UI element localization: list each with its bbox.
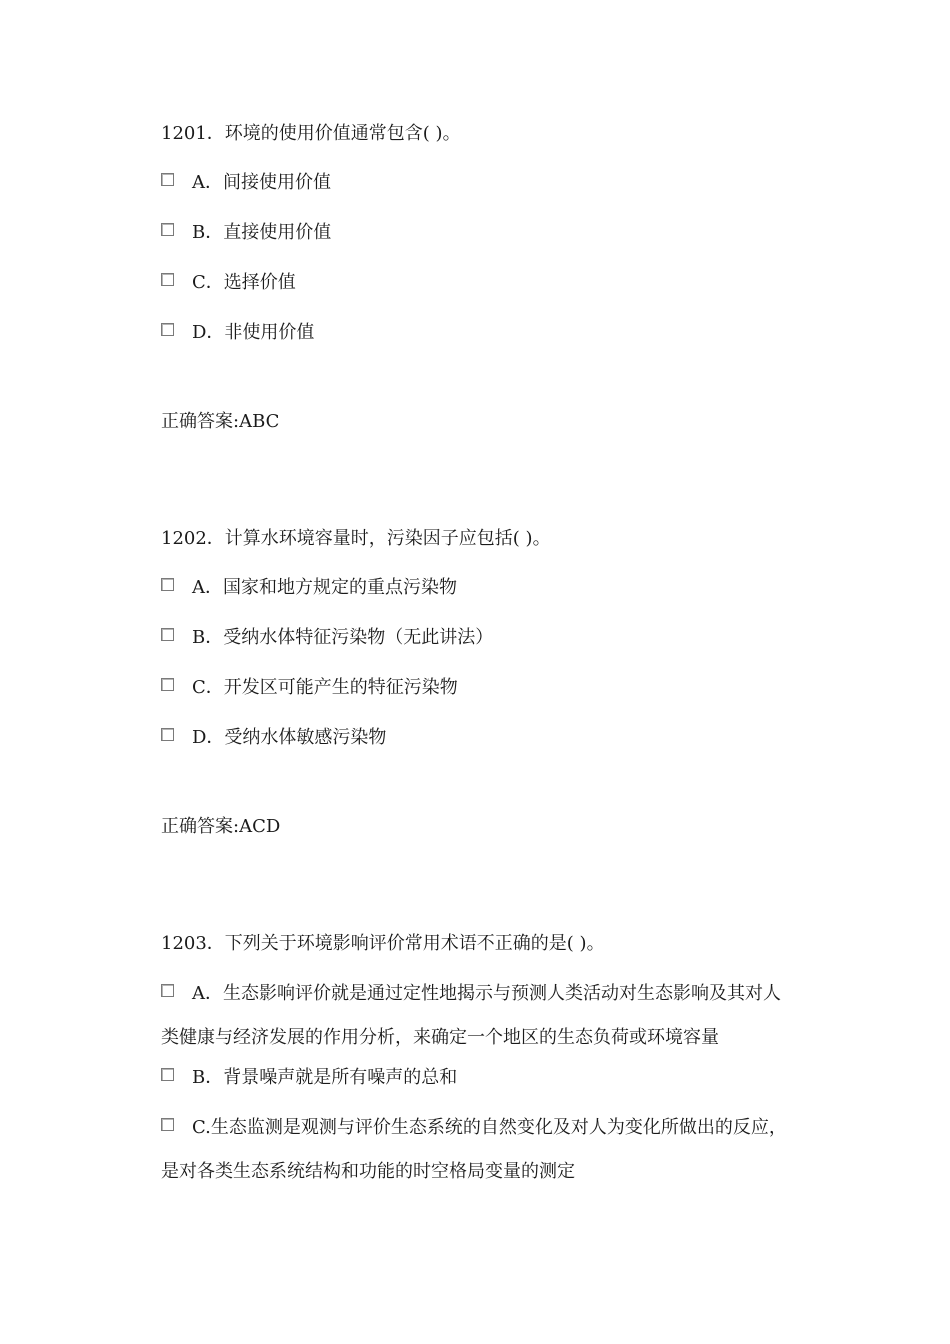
checkbox-icon[interactable] [161, 1068, 174, 1081]
checkbox-icon[interactable] [161, 173, 174, 186]
question-1202-answer: 正确答案:ACD [161, 816, 281, 837]
question-1202-option-b[interactable] [161, 626, 493, 650]
question-1201-option-d[interactable] [161, 321, 314, 345]
option-label: B．直接使用价值 [192, 222, 332, 243]
checkbox-icon[interactable] [161, 223, 174, 236]
checkbox-icon[interactable] [161, 578, 174, 591]
option-label: A．生态影响评价就是通过定性地揭示与预测人类活动对生态影响及其对人类健康与经济发展的作用分析，来确定一个地区的生态负荷或环境容量 [161, 983, 781, 1048]
question-1203-option-c[interactable] [161, 1106, 793, 1194]
option-label: D．受纳水体敏感污染物 [192, 727, 387, 748]
question-1201-option-a[interactable] [161, 171, 331, 195]
option-label: A．间接使用价值 [192, 172, 331, 193]
option-label: C.生态监测是观测与评价生态系统的自然变化及对人为变化所做出的反应，是对各类生态系统结构和功能的时空格局变量的测定 [161, 1117, 787, 1182]
checkbox-icon[interactable] [161, 273, 174, 286]
checkbox-icon[interactable] [161, 628, 174, 641]
question-1201-option-b[interactable] [161, 221, 331, 245]
checkbox-icon[interactable] [161, 323, 174, 336]
question-1202-option-c[interactable] [161, 676, 458, 700]
option-label: B．背景噪声就是所有噪声的总和 [192, 1067, 458, 1088]
question-1202-option-a[interactable] [161, 576, 457, 600]
question-1201-option-c[interactable] [161, 271, 296, 295]
option-label: A．国家和地方规定的重点污染物 [192, 577, 457, 598]
question-1201-title: 1201．环境的使用价值通常包含( )。 [161, 123, 461, 144]
option-label: B．受纳水体特征污染物（无此讲法） [192, 627, 494, 648]
option-label: C．选择价值 [192, 272, 296, 293]
question-1203-option-a[interactable] [161, 972, 793, 1060]
question-1202-option-d[interactable] [161, 726, 386, 750]
question-1203-option-b[interactable] [161, 1066, 457, 1090]
checkbox-icon[interactable] [161, 728, 174, 741]
question-1201-answer: 正确答案:ABC [161, 411, 280, 432]
option-label: D．非使用价值 [192, 322, 315, 343]
checkbox-icon[interactable] [161, 1118, 174, 1131]
checkbox-icon[interactable] [161, 984, 174, 997]
question-1202-title: 1202．计算水环境容量时，污染因子应包括( )。 [161, 528, 551, 549]
checkbox-icon[interactable] [161, 678, 174, 691]
question-1203-title: 1203．下列关于环境影响评价常用术语不正确的是( )。 [161, 933, 605, 954]
option-label: C．开发区可能产生的特征污染物 [192, 677, 458, 698]
